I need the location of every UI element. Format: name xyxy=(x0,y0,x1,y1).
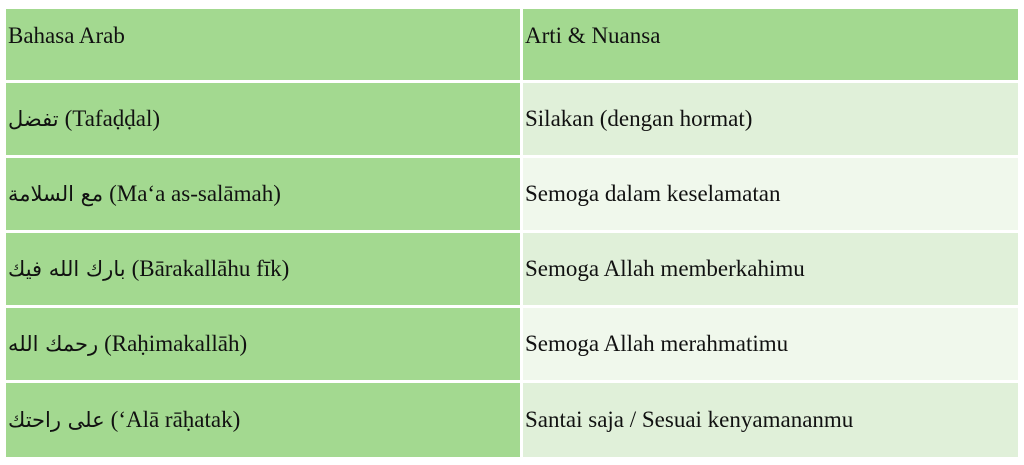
arabic-phrase: بارك الله فيك xyxy=(8,257,126,281)
transliteration: (Bārakallāhu fīk) xyxy=(131,256,290,281)
table-row-meaning: Semoga dalam keselamatan xyxy=(523,158,1018,230)
transliteration: (‘Alā rāḥatak) xyxy=(110,407,241,432)
table-row-meaning: Semoga Allah memberkahimu xyxy=(523,233,1018,305)
transliteration: (Tafaḍḍal) xyxy=(64,106,161,131)
header-bahasa-arab: Bahasa Arab xyxy=(6,9,520,80)
transliteration: (Ma‘a as-salāmah) xyxy=(109,181,281,206)
table-row-meaning: Semoga Allah merahmatimu xyxy=(523,308,1018,380)
table-row-arabic xyxy=(6,233,520,305)
arabic-phrase: رحمك الله xyxy=(8,332,99,356)
table-row-meaning: Santai saja / Sesuai kenyamananmu xyxy=(523,383,1018,457)
header-arti-nuansa: Arti & Nuansa xyxy=(523,9,1018,80)
transliteration: (Raḥimakallāh) xyxy=(104,331,248,356)
table-row-arabic xyxy=(6,383,520,457)
arabic-phrase: تفضل xyxy=(8,107,59,131)
table-row-meaning: Silakan (dengan hormat) xyxy=(523,83,1018,155)
table-row-arabic xyxy=(6,158,520,230)
table-row-arabic xyxy=(6,83,520,155)
phrase-table xyxy=(6,9,1018,457)
arabic-phrase: على راحتك xyxy=(8,408,105,432)
arabic-phrase: مع السلامة xyxy=(8,182,104,206)
table-row-arabic xyxy=(6,308,520,380)
